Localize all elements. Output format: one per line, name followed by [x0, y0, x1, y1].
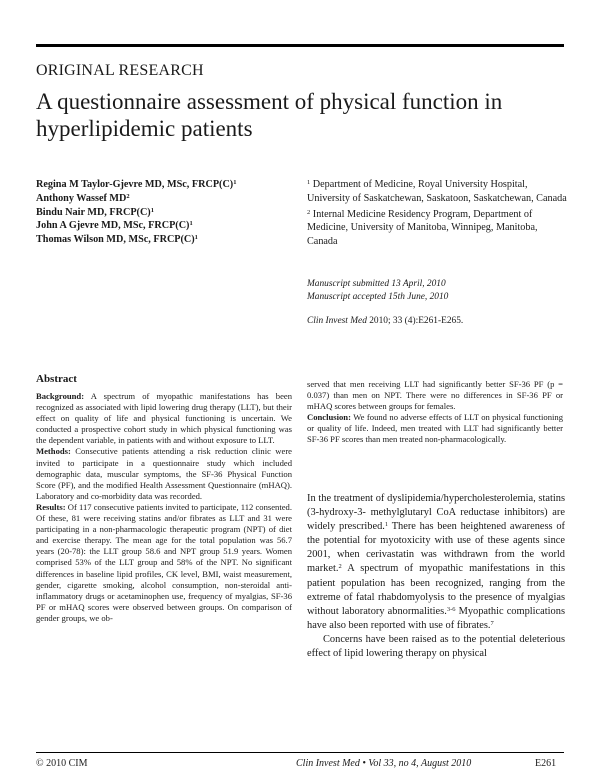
abstract-left-column [36, 391, 292, 624]
affiliations [307, 178, 567, 251]
body-paragraph: In the treatment of dyslipidemia/hypercholesterolemia, statins (3-hydroxy-3- methylglutaryl CoA reductase inhibitors) are widely prescribed.$^1$ There has been heightened awareness of the potential for myotoxicity with use of these agents since 2001, when cerivastatin was withdrawn from the world market.$^2$ A spectrum of myopathic manifestations in this patient population has been recognized, ranging from the extreme of fatal rhabdomyolysis to the presence of myalgias without laboratory abnormalities.$^{3-6}$ Myopathic complications have also been reported with use of fibrates.$^7$ [307, 493, 565, 631]
affiliation-item: $^1$ Department of Medicine, Royal University Hospital, University of Saskatchewan, Saskatoon, Saskatchewan, Canada [307, 179, 567, 204]
top-rule [36, 44, 564, 47]
submitted-date: Manuscript submitted 13 April, 2010 [307, 279, 446, 289]
abstract-right-column [307, 379, 563, 446]
bottom-rule [36, 752, 564, 753]
abstract-results: Results: Of 117 consecutive patients invited to participate, 112 consented. Of these, 81 were receiving statins and/or fibrates as LLT and 31 were participating in a non-pharmacologic therapeutic program (NPT) of diet and exercise therapy. The mean age for the total population was 56.7 years (20-78): the LLT group 58.6 and NPT group 51.9 years. Women comprised 53% of the LLT group and 58% of the NPT. No significant differences in baseline lipid profiles, CK level, BMI, waist measurement, gender, cigarette smoking, alcohol consumption, non-steroidal anti-inflammatory drugs or acetaminophen use, frequency of myalgias, SF-36 PF or mHAQ scores were observed between groups. On comparison of gender groups, we ob- [36, 501, 292, 623]
author-name: Anthony Wassef $MD^2$ [36, 192, 130, 204]
author-name: Thomas Wilson MD, MSc, $FRCP(C)^1$ [36, 234, 198, 246]
abstract-results-continued: served that men receiving LLT had significantly better SF-36 PF (p = 0.037) than men on NPT. There were no differences in SF-36 PF or mHAQ scores between groups for females. [307, 379, 563, 412]
abstract-background: Background: A spectrum of myopathic manifestations has been recognized as associated with lipid lowering drug therapy (LLT), but their effect on quality of life and physical functioning is uncertain. We conducted a prospective cohort study in which physical functioning was the dependent variable, in patients with and without exposure to LLT. [36, 391, 292, 446]
author-list [36, 178, 306, 247]
submission-dates [307, 278, 567, 303]
article-title: A questionnaire assessment of physical function in hyperlipidemic patients [36, 89, 503, 141]
introduction-text [307, 492, 565, 661]
footer-copyright: © 2010 CIM [36, 758, 88, 769]
abstract-conclusion: Conclusion: We found no adverse effects of LLT on physical functioning or quality of life. Indeed, men treated with LLT had significantly better SF-36 PF scores than men treated non-pharmacologically. [307, 412, 563, 445]
footer-page-number: E261 [535, 758, 557, 769]
footer-journal: Clin Invest Med • Vol 33, no 4, August 2010 [296, 758, 472, 769]
abstract-methods: Methods: Consecutive patients attending a risk reduction clinic were invited to participate in a questionnaire study which included demographic data, muscular symptoms, the SF-36 Physical Function Score (PF), and the modified Health Assessment Questionnaire (mHAQ). Laboratory and co-morbidity data was recorded. [36, 446, 292, 501]
author-name: Regina M Taylor-Gjevre MD, MSc, $FRCP(C)^1$ [36, 179, 237, 190]
section-label: ORIGINAL RESEARCH [36, 62, 204, 79]
accepted-date: Manuscript accepted 15th June, 2010 [307, 291, 449, 302]
citation: Clin Invest Med 2010; 33 (4):E261-E265. [307, 316, 464, 326]
body-paragraph: Concerns have been raised as to the potential deleterious effect of lipid lowering therapy on physical [307, 633, 565, 660]
author-name: Bindu Nair MD, $FRCP(C)^1$ [36, 206, 154, 218]
affiliation-item: $^2$ Internal Medicine Residency Program, Department of Medicine, University of Manitoba, Winnipeg, Manitoba, Canada [307, 208, 538, 248]
abstract-heading: Abstract [36, 373, 77, 385]
author-name: John A Gjevre MD, MSc, $FRCP(C)^1$ [36, 220, 193, 232]
